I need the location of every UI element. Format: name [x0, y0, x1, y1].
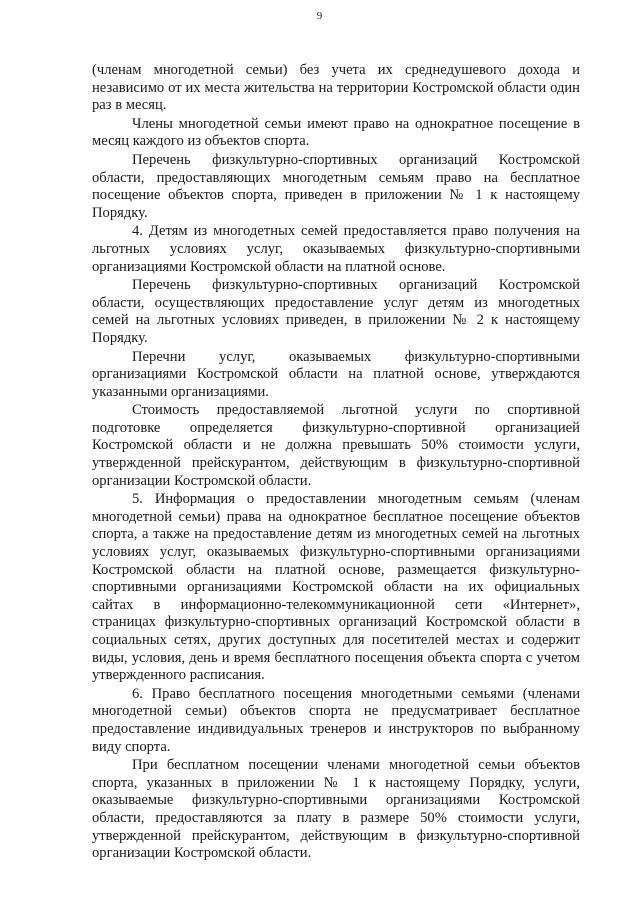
paragraph: При бесплатном посещении членами многодетной семьи объектов спорта, указанных в приложении № 1 к настоящему Порядку, услуги, оказываемые физкультурно-спортивными организациями Костромской области, предоставляются за плату в размере 50% стоимости услуги, утвержденной прейскурантом, действующим в физкультурно-спортивной организации Костромской области.	[92, 757, 580, 862]
paragraph: Перечни услуг, оказываемых физкультурно-спортивными организациями Костромской области на платной основе, утверждаются указанными организациями.	[92, 348, 580, 400]
paragraph: Члены многодетной семьи имеют право на однократное посещение в месяц каждого из объектов спорта.	[92, 115, 580, 150]
page-number: 9	[316, 10, 323, 22]
paragraph: 6. Право бесплатного посещения многодетными семьями (членами многодетной семьи) объектов спорта не предусматривает бесплатное предоставление индивидуальных тренеров и инструкторов по выбранному виду спорта.	[92, 685, 580, 755]
paragraph: 4. Детям из многодетных семей предоставляется право получения на льготных условиях услуг, оказываемых физкультурно-спортивными организациями Костромской области на платной основе.	[92, 223, 580, 275]
paragraph: 5. Информация о предоставлении многодетным семьям (членам многодетной семьи) права на однократное бесплатное посещение объектов спорта, а также на предоставление детям из многодетных семей на льготных условиях услуг, оказываемых физкультурно-спортивными организациями Костромской области на платной основе, размещается физкультурно-спортивными организациями Костромской области на их официальных сайтах в информационно-телекоммуникационной сети «Интернет», страницах физкультурно-спортивных организаций Костромской области в социальных сетях, других доступных для посетителей местах и содержит виды, условия, день и время бесплатного посещения объекта спорта с учетом утвержденного расписания.	[92, 491, 580, 684]
paragraph: Перечень физкультурно-спортивных организаций Костромской области, осуществляющих предоставление услуг детям из многодетных семей на льготных условиях приведен, в приложении № 2 к настоящему Порядку.	[92, 277, 580, 346]
paragraph: Стоимость предоставляемой льготной услуги по спортивной подготовке определяется физкультурно-спортивной организацией Костромской области и не должна превышать 50% стоимости услуги, утвержденной прейскурантом, действующим в физкультурно-спортивной организации Костромской области.	[92, 402, 580, 489]
document-body	[92, 62, 580, 864]
paragraph: Перечень физкультурно-спортивных организаций Костромской области, предоставляющих многодетным семьям право на бесплатное посещение объектов спорта, приведен в приложении № 1 к настоящему Порядку.	[92, 151, 580, 221]
paragraph: (членам многодетной семьи) без учета их среднедушевого дохода и независимо от их места жительства на территории Костромской области один раз в месяц.	[92, 62, 580, 114]
